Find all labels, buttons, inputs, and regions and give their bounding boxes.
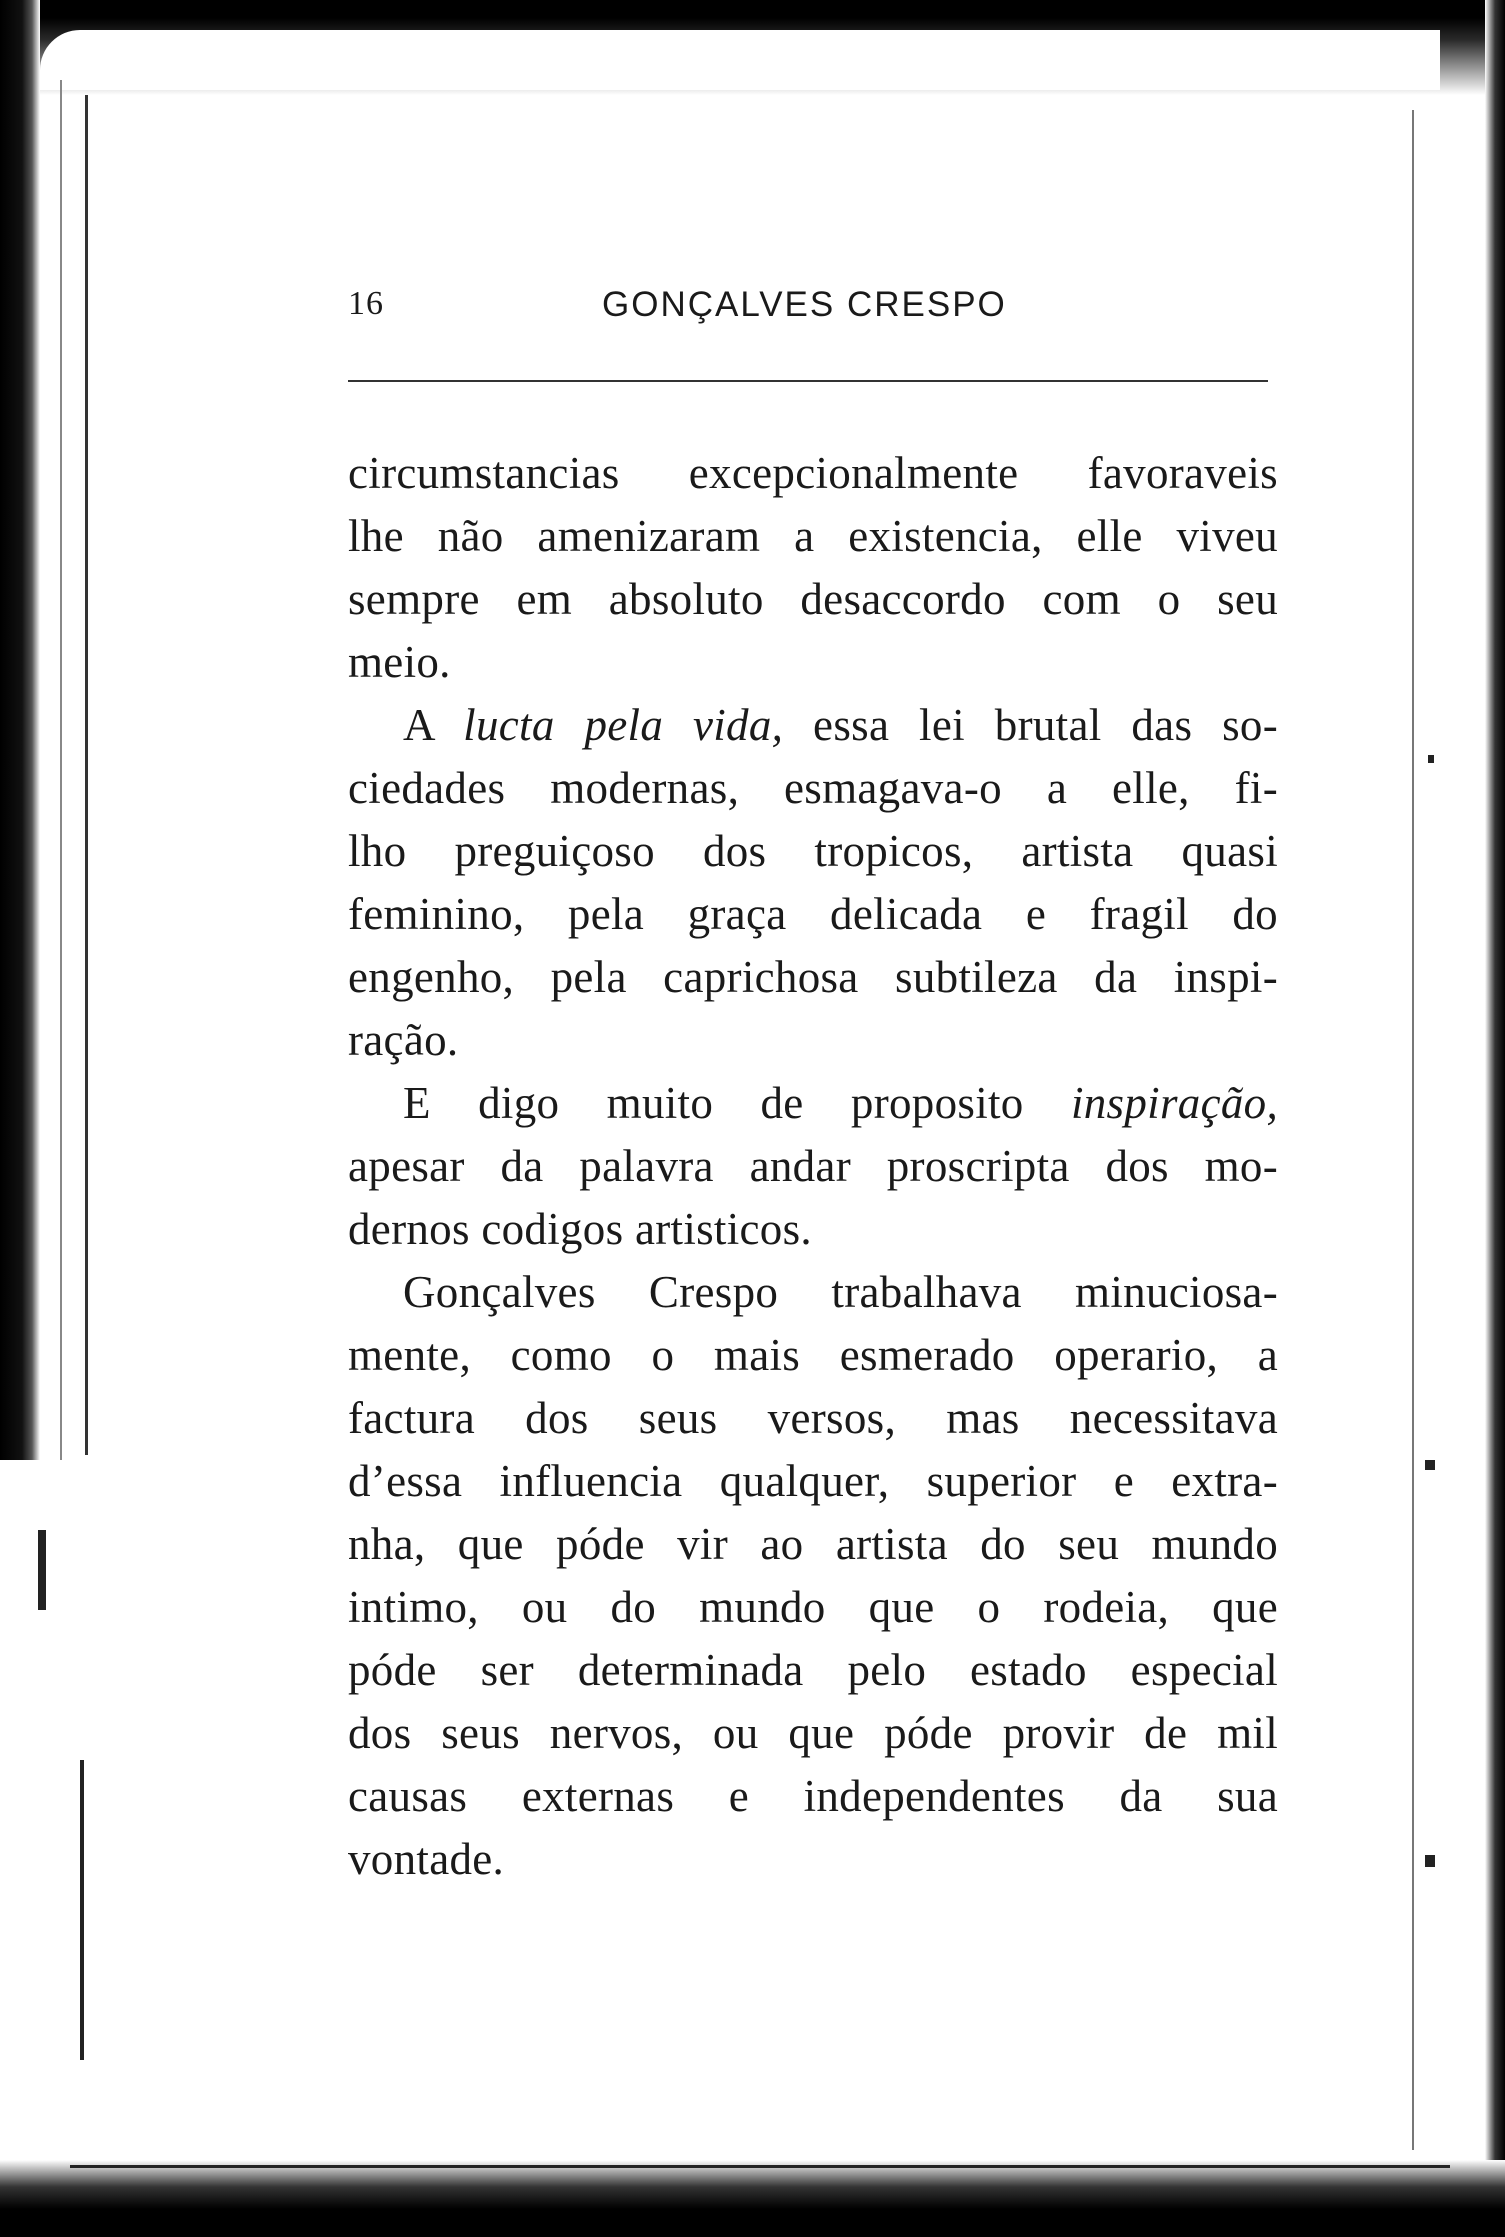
text-segment: A xyxy=(403,700,464,750)
scan-speck xyxy=(38,1530,46,1610)
text-line: factura dos seus versos, mas necessitava xyxy=(348,1393,1278,1443)
text-line xyxy=(348,694,1278,757)
text-line: d’essa influencia qualquer, superior e extra- xyxy=(348,1456,1278,1506)
scan-edge-right xyxy=(1485,0,1505,2237)
header-rule xyxy=(348,380,1268,382)
text-line: causas externas e independentes da sua xyxy=(348,1771,1278,1821)
body-text xyxy=(348,442,1278,1891)
scan-speck xyxy=(1428,755,1434,763)
text-line: lhe não amenizaram a existencia, elle viveu xyxy=(348,511,1278,561)
running-head xyxy=(348,285,1268,335)
text-line: mente, como o mais esmerado operario, a xyxy=(348,1330,1278,1380)
text-line: póde ser determinada pelo estado especial xyxy=(348,1645,1278,1695)
scan-edge-bottom xyxy=(0,2160,1505,2237)
text-segment: essa lei brutal das so- xyxy=(783,700,1278,750)
text-line: meio. xyxy=(348,637,451,687)
text-line: vontade. xyxy=(348,1834,505,1884)
text-line: Gonçalves Crespo trabalhava minuciosa- xyxy=(403,1267,1278,1317)
text-segment: E digo muito de proposito xyxy=(403,1078,1071,1128)
scan-speck xyxy=(80,1760,84,2060)
scan-edge-left xyxy=(0,0,40,1460)
text-line: dos seus nervos, ou que póde provir de mil xyxy=(348,1708,1278,1758)
text-line: feminino, pela graça delicada e fragil do xyxy=(348,889,1278,939)
scan-speck xyxy=(1425,1460,1435,1470)
text-line xyxy=(348,1072,1278,1135)
italic-emphasis: inspiração, xyxy=(1070,1078,1278,1128)
text-line: sempre em absoluto desaccordo com o seu xyxy=(348,574,1278,624)
text-line: engenho, pela caprichosa subtileza da inspi- xyxy=(348,952,1278,1002)
scan-speck xyxy=(1425,1855,1435,1867)
page-number: 16 xyxy=(348,285,384,322)
text-line: intimo, ou do mundo que o rodeia, que xyxy=(348,1582,1278,1632)
page-title: GONÇALVES CRESPO xyxy=(602,285,1007,324)
scan-edge-top-inner xyxy=(40,30,1440,90)
text-line: dernos codigos artisticos. xyxy=(348,1204,812,1254)
text-line: apesar da palavra andar proscripta dos mo- xyxy=(348,1141,1278,1191)
scan-edge-line xyxy=(1412,110,1414,2150)
italic-emphasis: lucta pela vida, xyxy=(463,700,784,750)
scan-edge-line xyxy=(70,2165,1450,2168)
text-line: nha, que póde vir ao artista do seu mundo xyxy=(348,1519,1278,1569)
text-line: ciedades modernas, esmagava-o a elle, fi- xyxy=(348,763,1278,813)
text-line: circumstancias excepcionalmente favoraveis xyxy=(348,448,1278,498)
text-line: ração. xyxy=(348,1015,459,1065)
scan-binding-line xyxy=(60,80,62,1460)
scan-binding-line xyxy=(85,95,88,1455)
text-line: lho preguiçoso dos tropicos, artista quasi xyxy=(348,826,1278,876)
